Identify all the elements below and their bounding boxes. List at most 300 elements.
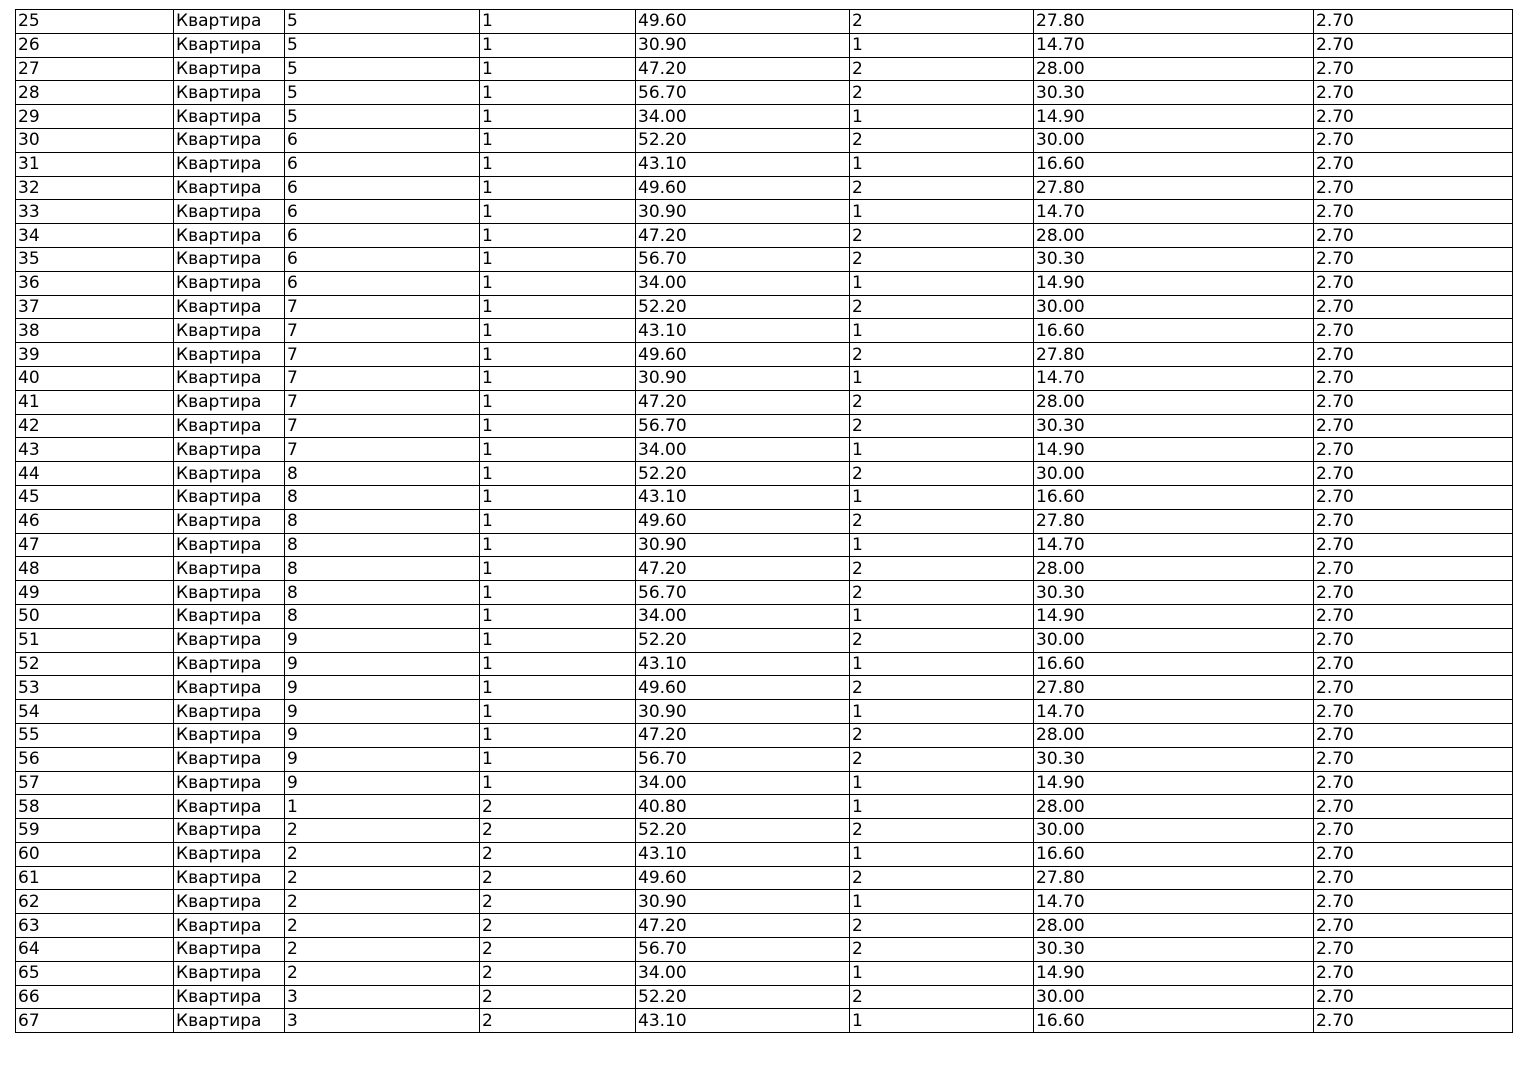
table-row	[16, 866, 1513, 890]
cell-number: 60	[16, 842, 174, 866]
cell-section: 1	[480, 533, 636, 557]
cell-rooms: 2	[850, 295, 1034, 319]
cell-floor: 5	[285, 81, 480, 105]
cell-rooms: 1	[850, 366, 1034, 390]
cell-floor: 5	[285, 10, 480, 34]
cell-type: Квартира	[174, 390, 285, 414]
table-row	[16, 771, 1513, 795]
cell-living-area: 30.00	[1034, 128, 1314, 152]
cell-number: 39	[16, 343, 174, 367]
cell-total-area: 47.20	[636, 390, 850, 414]
cell-number: 26	[16, 33, 174, 57]
cell-floor: 6	[285, 128, 480, 152]
cell-floor: 2	[285, 938, 480, 962]
cell-number: 52	[16, 652, 174, 676]
cell-floor: 8	[285, 509, 480, 533]
cell-living-area: 30.30	[1034, 747, 1314, 771]
cell-rooms: 2	[850, 985, 1034, 1009]
cell-ceiling-height: 2.70	[1314, 57, 1513, 81]
cell-section: 1	[480, 700, 636, 724]
cell-total-area: 30.90	[636, 200, 850, 224]
cell-living-area: 28.00	[1034, 224, 1314, 248]
cell-ceiling-height: 2.70	[1314, 128, 1513, 152]
cell-rooms: 2	[850, 676, 1034, 700]
cell-ceiling-height: 2.70	[1314, 628, 1513, 652]
cell-ceiling-height: 2.70	[1314, 866, 1513, 890]
cell-total-area: 43.10	[636, 485, 850, 509]
cell-section: 2	[480, 819, 636, 843]
cell-number: 51	[16, 628, 174, 652]
cell-floor: 7	[285, 343, 480, 367]
cell-floor: 7	[285, 319, 480, 343]
cell-number: 53	[16, 676, 174, 700]
cell-rooms: 2	[850, 81, 1034, 105]
table-row	[16, 295, 1513, 319]
cell-floor: 6	[285, 247, 480, 271]
table-row	[16, 176, 1513, 200]
table-row	[16, 200, 1513, 224]
cell-living-area: 30.30	[1034, 81, 1314, 105]
cell-total-area: 40.80	[636, 795, 850, 819]
cell-floor: 7	[285, 295, 480, 319]
cell-floor: 9	[285, 700, 480, 724]
cell-rooms: 1	[850, 795, 1034, 819]
cell-section: 1	[480, 723, 636, 747]
cell-total-area: 52.20	[636, 628, 850, 652]
cell-type: Квартира	[174, 842, 285, 866]
cell-total-area: 56.70	[636, 81, 850, 105]
cell-section: 1	[480, 33, 636, 57]
cell-floor: 9	[285, 652, 480, 676]
cell-floor: 8	[285, 533, 480, 557]
cell-ceiling-height: 2.70	[1314, 224, 1513, 248]
cell-type: Квартира	[174, 676, 285, 700]
cell-number: 57	[16, 771, 174, 795]
cell-floor: 8	[285, 604, 480, 628]
cell-total-area: 49.60	[636, 343, 850, 367]
cell-rooms: 1	[850, 105, 1034, 129]
cell-total-area: 56.70	[636, 414, 850, 438]
cell-number: 48	[16, 557, 174, 581]
cell-ceiling-height: 2.70	[1314, 10, 1513, 34]
cell-type: Квартира	[174, 914, 285, 938]
cell-section: 2	[480, 866, 636, 890]
cell-number: 67	[16, 1009, 174, 1033]
cell-section: 2	[480, 961, 636, 985]
cell-living-area: 16.60	[1034, 319, 1314, 343]
table-row	[16, 533, 1513, 557]
cell-section: 2	[480, 985, 636, 1009]
cell-living-area: 28.00	[1034, 57, 1314, 81]
cell-rooms: 2	[850, 57, 1034, 81]
cell-section: 1	[480, 581, 636, 605]
cell-type: Квартира	[174, 200, 285, 224]
cell-type: Квартира	[174, 485, 285, 509]
cell-ceiling-height: 2.70	[1314, 152, 1513, 176]
cell-living-area: 14.70	[1034, 366, 1314, 390]
cell-total-area: 49.60	[636, 509, 850, 533]
cell-number: 44	[16, 462, 174, 486]
cell-rooms: 1	[850, 152, 1034, 176]
cell-number: 31	[16, 152, 174, 176]
cell-number: 49	[16, 581, 174, 605]
cell-total-area: 49.60	[636, 10, 850, 34]
cell-living-area: 27.80	[1034, 866, 1314, 890]
cell-number: 32	[16, 176, 174, 200]
table-row	[16, 604, 1513, 628]
cell-floor: 1	[285, 795, 480, 819]
cell-section: 1	[480, 224, 636, 248]
cell-number: 25	[16, 10, 174, 34]
cell-number: 41	[16, 390, 174, 414]
cell-section: 1	[480, 81, 636, 105]
table-row	[16, 795, 1513, 819]
table-row	[16, 676, 1513, 700]
cell-living-area: 14.70	[1034, 533, 1314, 557]
cell-number: 34	[16, 224, 174, 248]
cell-type: Квартира	[174, 295, 285, 319]
cell-type: Квартира	[174, 81, 285, 105]
cell-ceiling-height: 2.70	[1314, 1009, 1513, 1033]
cell-floor: 7	[285, 414, 480, 438]
cell-section: 2	[480, 914, 636, 938]
cell-total-area: 52.20	[636, 985, 850, 1009]
cell-rooms: 2	[850, 224, 1034, 248]
table-row	[16, 414, 1513, 438]
cell-rooms: 1	[850, 33, 1034, 57]
cell-total-area: 56.70	[636, 938, 850, 962]
cell-living-area: 14.90	[1034, 961, 1314, 985]
cell-section: 1	[480, 10, 636, 34]
cell-number: 61	[16, 866, 174, 890]
cell-rooms: 2	[850, 938, 1034, 962]
cell-ceiling-height: 2.70	[1314, 247, 1513, 271]
cell-ceiling-height: 2.70	[1314, 81, 1513, 105]
cell-floor: 8	[285, 581, 480, 605]
cell-number: 42	[16, 414, 174, 438]
cell-number: 38	[16, 319, 174, 343]
cell-ceiling-height: 2.70	[1314, 366, 1513, 390]
cell-number: 45	[16, 485, 174, 509]
table-body	[16, 10, 1513, 1033]
cell-floor: 2	[285, 842, 480, 866]
cell-ceiling-height: 2.70	[1314, 700, 1513, 724]
cell-type: Квартира	[174, 247, 285, 271]
table-row	[16, 485, 1513, 509]
cell-total-area: 34.00	[636, 271, 850, 295]
cell-section: 1	[480, 652, 636, 676]
cell-rooms: 2	[850, 247, 1034, 271]
cell-number: 58	[16, 795, 174, 819]
cell-ceiling-height: 2.70	[1314, 985, 1513, 1009]
cell-living-area: 16.60	[1034, 152, 1314, 176]
cell-ceiling-height: 2.70	[1314, 723, 1513, 747]
cell-number: 46	[16, 509, 174, 533]
cell-living-area: 28.00	[1034, 914, 1314, 938]
cell-living-area: 16.60	[1034, 1009, 1314, 1033]
table-row	[16, 224, 1513, 248]
cell-section: 1	[480, 152, 636, 176]
cell-type: Квартира	[174, 462, 285, 486]
cell-type: Квартира	[174, 366, 285, 390]
cell-section: 1	[480, 319, 636, 343]
cell-floor: 6	[285, 271, 480, 295]
cell-number: 54	[16, 700, 174, 724]
cell-living-area: 27.80	[1034, 176, 1314, 200]
table-row	[16, 938, 1513, 962]
cell-floor: 6	[285, 224, 480, 248]
cell-rooms: 1	[850, 604, 1034, 628]
cell-total-area: 52.20	[636, 128, 850, 152]
cell-number: 50	[16, 604, 174, 628]
cell-section: 2	[480, 938, 636, 962]
cell-rooms: 2	[850, 128, 1034, 152]
cell-type: Квартира	[174, 128, 285, 152]
cell-total-area: 52.20	[636, 295, 850, 319]
table-row	[16, 438, 1513, 462]
table-row	[16, 842, 1513, 866]
table-row	[16, 723, 1513, 747]
cell-total-area: 47.20	[636, 723, 850, 747]
cell-floor: 9	[285, 628, 480, 652]
cell-total-area: 34.00	[636, 604, 850, 628]
cell-living-area: 28.00	[1034, 795, 1314, 819]
cell-number: 36	[16, 271, 174, 295]
cell-floor: 6	[285, 176, 480, 200]
cell-ceiling-height: 2.70	[1314, 271, 1513, 295]
table-row	[16, 819, 1513, 843]
table-row	[16, 747, 1513, 771]
cell-ceiling-height: 2.70	[1314, 176, 1513, 200]
cell-section: 2	[480, 842, 636, 866]
cell-section: 1	[480, 105, 636, 129]
cell-ceiling-height: 2.70	[1314, 842, 1513, 866]
cell-section: 1	[480, 438, 636, 462]
cell-section: 1	[480, 771, 636, 795]
cell-living-area: 30.30	[1034, 414, 1314, 438]
cell-rooms: 1	[850, 842, 1034, 866]
cell-rooms: 2	[850, 819, 1034, 843]
cell-total-area: 30.90	[636, 890, 850, 914]
table-row	[16, 343, 1513, 367]
cell-living-area: 14.70	[1034, 890, 1314, 914]
cell-floor: 7	[285, 390, 480, 414]
cell-living-area: 30.00	[1034, 819, 1314, 843]
cell-ceiling-height: 2.70	[1314, 747, 1513, 771]
cell-ceiling-height: 2.70	[1314, 343, 1513, 367]
cell-type: Квартира	[174, 866, 285, 890]
apartment-table	[15, 9, 1513, 1033]
cell-ceiling-height: 2.70	[1314, 438, 1513, 462]
cell-ceiling-height: 2.70	[1314, 557, 1513, 581]
cell-living-area: 27.80	[1034, 343, 1314, 367]
cell-ceiling-height: 2.70	[1314, 676, 1513, 700]
table-row	[16, 985, 1513, 1009]
cell-type: Квартира	[174, 509, 285, 533]
cell-number: 63	[16, 914, 174, 938]
cell-number: 47	[16, 533, 174, 557]
table-row	[16, 247, 1513, 271]
cell-total-area: 30.90	[636, 700, 850, 724]
cell-living-area: 14.70	[1034, 700, 1314, 724]
cell-floor: 6	[285, 200, 480, 224]
cell-floor: 3	[285, 1009, 480, 1033]
cell-total-area: 34.00	[636, 771, 850, 795]
cell-section: 1	[480, 604, 636, 628]
cell-ceiling-height: 2.70	[1314, 33, 1513, 57]
cell-ceiling-height: 2.70	[1314, 914, 1513, 938]
cell-ceiling-height: 2.70	[1314, 485, 1513, 509]
cell-rooms: 1	[850, 652, 1034, 676]
cell-type: Квартира	[174, 628, 285, 652]
table-row	[16, 1009, 1513, 1033]
cell-floor: 2	[285, 819, 480, 843]
cell-living-area: 27.80	[1034, 509, 1314, 533]
cell-living-area: 14.70	[1034, 33, 1314, 57]
cell-type: Квартира	[174, 33, 285, 57]
cell-number: 40	[16, 366, 174, 390]
cell-rooms: 2	[850, 866, 1034, 890]
cell-section: 1	[480, 462, 636, 486]
cell-floor: 9	[285, 723, 480, 747]
cell-type: Квартира	[174, 961, 285, 985]
cell-total-area: 43.10	[636, 152, 850, 176]
cell-living-area: 14.90	[1034, 271, 1314, 295]
cell-ceiling-height: 2.70	[1314, 581, 1513, 605]
cell-total-area: 56.70	[636, 581, 850, 605]
cell-ceiling-height: 2.70	[1314, 200, 1513, 224]
cell-type: Квартира	[174, 723, 285, 747]
cell-total-area: 34.00	[636, 105, 850, 129]
cell-total-area: 34.00	[636, 961, 850, 985]
cell-total-area: 47.20	[636, 57, 850, 81]
cell-number: 27	[16, 57, 174, 81]
cell-total-area: 30.90	[636, 33, 850, 57]
cell-ceiling-height: 2.70	[1314, 533, 1513, 557]
cell-type: Квартира	[174, 57, 285, 81]
cell-floor: 6	[285, 152, 480, 176]
cell-ceiling-height: 2.70	[1314, 462, 1513, 486]
cell-section: 1	[480, 343, 636, 367]
cell-rooms: 1	[850, 771, 1034, 795]
table-row	[16, 509, 1513, 533]
cell-number: 62	[16, 890, 174, 914]
cell-section: 1	[480, 271, 636, 295]
cell-number: 30	[16, 128, 174, 152]
cell-type: Квартира	[174, 1009, 285, 1033]
cell-total-area: 47.20	[636, 557, 850, 581]
cell-total-area: 34.00	[636, 438, 850, 462]
cell-total-area: 52.20	[636, 819, 850, 843]
cell-rooms: 2	[850, 176, 1034, 200]
cell-ceiling-height: 2.70	[1314, 390, 1513, 414]
cell-floor: 2	[285, 890, 480, 914]
cell-number: 28	[16, 81, 174, 105]
cell-section: 2	[480, 1009, 636, 1033]
table-row	[16, 914, 1513, 938]
table-row	[16, 557, 1513, 581]
cell-total-area: 43.10	[636, 842, 850, 866]
cell-section: 1	[480, 295, 636, 319]
cell-rooms: 2	[850, 10, 1034, 34]
cell-number: 43	[16, 438, 174, 462]
cell-floor: 8	[285, 557, 480, 581]
cell-rooms: 1	[850, 890, 1034, 914]
cell-total-area: 43.10	[636, 319, 850, 343]
cell-rooms: 2	[850, 343, 1034, 367]
table-row	[16, 890, 1513, 914]
cell-living-area: 30.00	[1034, 462, 1314, 486]
cell-section: 1	[480, 128, 636, 152]
cell-rooms: 1	[850, 533, 1034, 557]
table-row	[16, 57, 1513, 81]
table-row	[16, 652, 1513, 676]
cell-number: 59	[16, 819, 174, 843]
cell-floor: 9	[285, 771, 480, 795]
cell-number: 64	[16, 938, 174, 962]
cell-living-area: 30.30	[1034, 938, 1314, 962]
cell-ceiling-height: 2.70	[1314, 509, 1513, 533]
cell-ceiling-height: 2.70	[1314, 771, 1513, 795]
cell-living-area: 28.00	[1034, 557, 1314, 581]
cell-living-area: 30.30	[1034, 581, 1314, 605]
cell-total-area: 43.10	[636, 1009, 850, 1033]
cell-type: Квартира	[174, 105, 285, 129]
cell-ceiling-height: 2.70	[1314, 795, 1513, 819]
cell-rooms: 2	[850, 747, 1034, 771]
cell-rooms: 2	[850, 557, 1034, 581]
cell-section: 1	[480, 366, 636, 390]
cell-rooms: 2	[850, 628, 1034, 652]
cell-floor: 3	[285, 985, 480, 1009]
cell-type: Квартира	[174, 890, 285, 914]
cell-number: 65	[16, 961, 174, 985]
cell-rooms: 1	[850, 1009, 1034, 1033]
cell-number: 66	[16, 985, 174, 1009]
cell-type: Квартира	[174, 557, 285, 581]
cell-total-area: 49.60	[636, 176, 850, 200]
cell-rooms: 2	[850, 509, 1034, 533]
cell-rooms: 2	[850, 390, 1034, 414]
cell-section: 1	[480, 247, 636, 271]
cell-floor: 5	[285, 105, 480, 129]
cell-rooms: 1	[850, 271, 1034, 295]
cell-section: 1	[480, 628, 636, 652]
cell-rooms: 1	[850, 700, 1034, 724]
cell-type: Квартира	[174, 414, 285, 438]
cell-floor: 2	[285, 914, 480, 938]
cell-living-area: 30.00	[1034, 985, 1314, 1009]
cell-section: 1	[480, 414, 636, 438]
cell-type: Квартира	[174, 938, 285, 962]
cell-total-area: 52.20	[636, 462, 850, 486]
cell-floor: 2	[285, 866, 480, 890]
cell-section: 2	[480, 890, 636, 914]
table-row	[16, 105, 1513, 129]
cell-type: Квартира	[174, 533, 285, 557]
cell-number: 56	[16, 747, 174, 771]
cell-ceiling-height: 2.70	[1314, 295, 1513, 319]
table-row	[16, 81, 1513, 105]
cell-rooms: 2	[850, 462, 1034, 486]
cell-section: 1	[480, 176, 636, 200]
cell-ceiling-height: 2.70	[1314, 961, 1513, 985]
cell-ceiling-height: 2.70	[1314, 414, 1513, 438]
cell-total-area: 30.90	[636, 366, 850, 390]
cell-type: Квартира	[174, 795, 285, 819]
cell-rooms: 2	[850, 723, 1034, 747]
cell-total-area: 49.60	[636, 866, 850, 890]
